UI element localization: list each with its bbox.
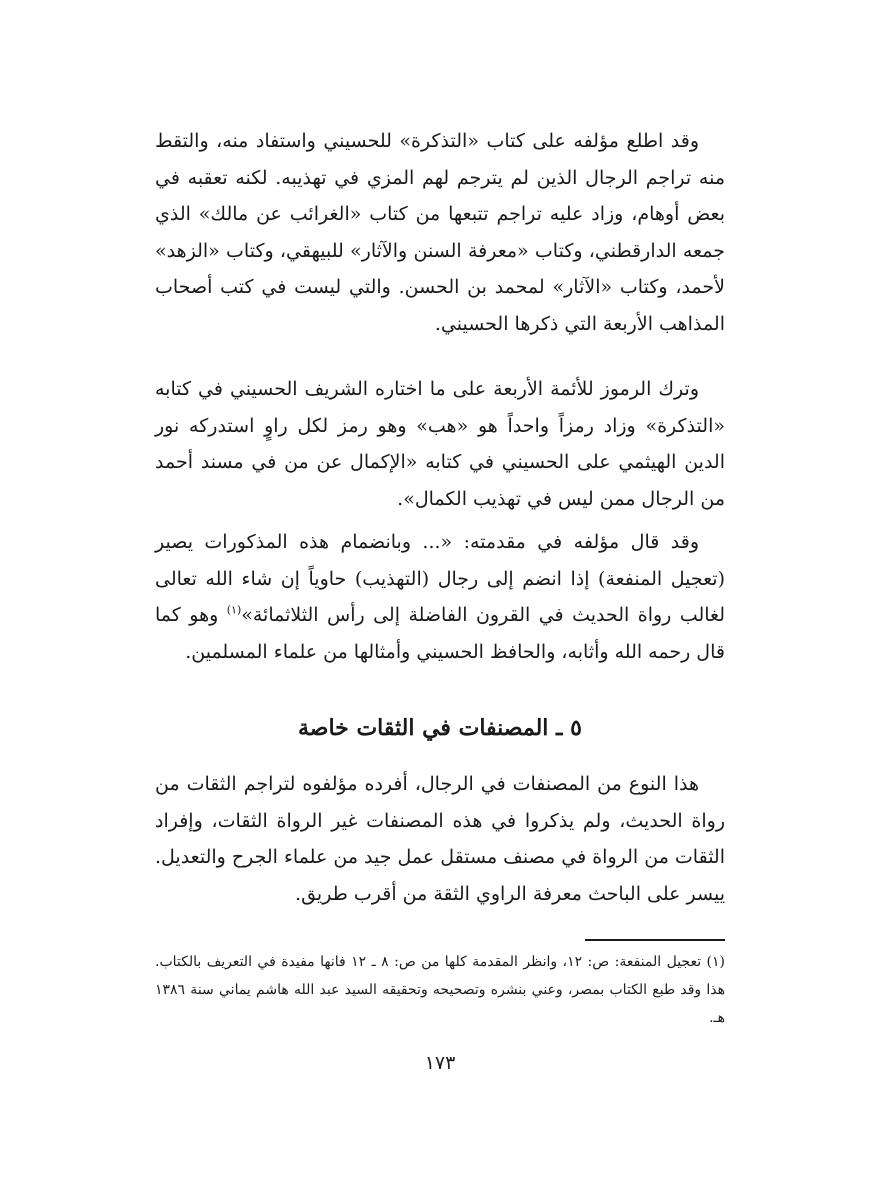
quote-text: وقد قال مؤلفه في مقدمته: «... وبانضمام هذه المذكورات يصير (تعجيل المنفعة) إذا انضم إلى رجال (التهذيب) حاوياً إن شاء الله تعالى لغالب رواة الحديث في القرون الفاضلة إلى رأس الثلاثمائة» — [155, 531, 725, 626]
footnote-reference[interactable]: (١) — [226, 603, 242, 617]
footnote: (١) تعجيل المنفعة: ص: ١٢، وانظر المقدمة كلها من ص: ٨ ـ ١٢ فانها مفيدة في التعريف بالكتاب. هذا وقد طبع الكتاب بمصر، وعني بنشره وتصحيحه وتحقيقه السيد عبد الله هاشم يماني سنة ١٣٨٦ هـ. — [155, 954, 726, 1026]
paragraph-tadhkira-source — [155, 123, 725, 342]
paragraph-symbols — [155, 371, 725, 517]
section-heading: ٥ ـ المصنفات في الثقات خاصة — [298, 715, 582, 741]
paragraph-text: وترك الرموز للأئمة الأربعة على ما اختاره الشريف الحسيني في كتابه «التذكرة» وزاد رمزاً واحداً هو «هب» وهو رمز لكل راوٍ استدركه نور الدين الهيثمي على الحسيني في كتابه «الإكمال عن من في مسند أحمد من الرجال ممن ليس في تهذيب الكمال». — [155, 378, 725, 510]
paragraph-thiqat-works — [155, 766, 725, 912]
paragraph-text: هذا النوع من المصنفات في الرجال، أفرده مؤلفوه لتراجم الثقات من رواة الحديث، ولم يذكروا في هذه المصنفات غير الرواة الثقات، وإفراد الثقات من الرواة في مصنف مستقل عمل جيد من علماء الجرح والتعديل. ييسر على الباحث معرفة الراوي الثقة من أقرب طريق. — [154, 773, 725, 905]
page-number: ١٧٣ — [424, 1052, 456, 1074]
paragraph-author-quote — [155, 524, 725, 670]
footnote-divider — [585, 939, 725, 941]
paragraph-text — [155, 524, 725, 670]
paragraph-text: وقد اطلع مؤلفه على كتاب «التذكرة» للحسيني واستفاد منه، والتقط منه تراجم الرجال الذين لم يترجم لهم المزي في تهذيبه. لكنه تعقبه في بعض أوهام، وزاد عليه تراجم تتبعها من كتاب «الغرائب عن مالك» الذي جمعه الدارقطني، وكتاب «معرفة السنن والآثار» للبيهقي، وكتاب «الزهد» لأحمد، وكتاب «الآثار» لمحمد بن الحسن. والتي ليست في كتب أصحاب المذاهب الأربعة التي ذكرها الحسيني. — [155, 130, 725, 335]
paragraph-continuation: وهو كما قال رحمه الله وأثابه، والحافظ الحسيني وأمثالها من علماء المسلمين. — [155, 604, 725, 663]
